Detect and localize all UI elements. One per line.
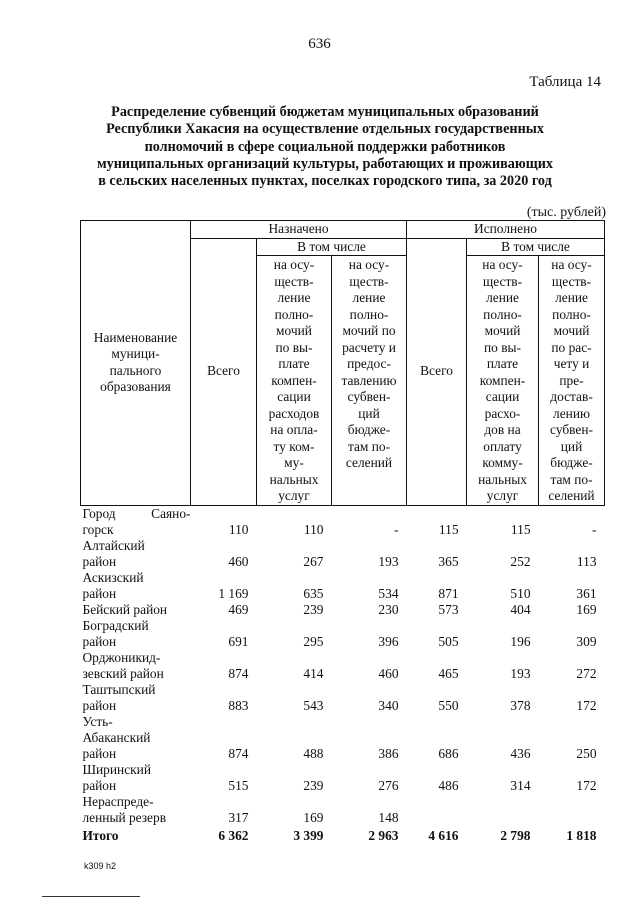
table-label: Таблица 14 <box>529 74 601 90</box>
header-line: нальных <box>269 471 319 487</box>
header-line: селений <box>345 455 393 470</box>
value-cell: 510 <box>510 585 531 601</box>
value-cell: 169 <box>303 809 324 825</box>
document-title <box>70 104 580 190</box>
value-cell: 276 <box>378 777 399 793</box>
header-line: там по- <box>550 471 593 487</box>
header-line: ление <box>352 290 386 305</box>
value-cell: 317 <box>228 809 249 825</box>
value-cell: 295 <box>303 633 324 649</box>
table-row <box>81 794 605 826</box>
header-line: расчету и <box>342 339 396 355</box>
value-cell: 193 <box>510 665 531 681</box>
header-line: ление <box>277 290 311 305</box>
header-line: бюдже- <box>550 455 593 470</box>
header-line: полно- <box>552 306 591 322</box>
assigned-utilities-header <box>257 256 332 506</box>
municipality-name-line: Орджоникид- <box>82 649 161 665</box>
value-cell: 469 <box>228 601 249 617</box>
title-line: муниципальных организаций культуры, работающих и проживающих <box>96 155 553 172</box>
value-cell <box>539 794 605 826</box>
header-line: бюдже- <box>347 422 391 437</box>
total-value-cell: 2 798 <box>500 827 531 843</box>
value-cell: 871 <box>438 585 459 601</box>
municipality-name-line: Бейский район <box>82 601 168 617</box>
header-line: услуг <box>486 488 519 503</box>
table-row <box>81 570 605 602</box>
municipality-name <box>81 794 191 826</box>
header-line: Наименование <box>93 329 178 345</box>
municipality-name <box>81 650 191 682</box>
value-cell: 340 <box>378 697 399 713</box>
header-line: сации <box>485 389 520 404</box>
value-cell: 486 <box>438 777 459 793</box>
value-cell: 515 <box>228 777 249 793</box>
header-line: компен- <box>271 372 317 388</box>
municipality-name-line: Абаканский <box>82 729 151 745</box>
table-row <box>81 602 605 618</box>
value-cell: 573 <box>438 601 459 617</box>
header-line: мочий по <box>342 323 396 338</box>
header-line: плате <box>486 356 519 371</box>
value-cell: 365 <box>438 553 459 569</box>
value-cell: 1 169 <box>218 585 249 601</box>
header-line: мочий <box>276 323 312 338</box>
header-line: оплату <box>483 438 522 454</box>
municipality-name-line: район <box>82 777 117 793</box>
value-cell: 110 <box>303 521 324 537</box>
header-line: достав- <box>550 389 593 404</box>
header-line: дов на <box>484 422 521 437</box>
word: Саяно- <box>151 505 191 521</box>
municipality-name <box>81 538 191 570</box>
value-cell: 691 <box>228 633 249 649</box>
value-cell: 172 <box>576 697 597 713</box>
header-line: полно- <box>349 306 389 322</box>
value-cell: 272 <box>576 665 597 681</box>
value-cell: 267 <box>303 553 324 569</box>
header-line: селений <box>548 488 595 503</box>
municipality-name-line: Алтайский <box>82 537 145 553</box>
municipality-name-line <box>83 506 191 522</box>
value-cell <box>407 794 467 826</box>
total-value-cell: 4 616 <box>428 827 459 843</box>
table-row <box>81 762 605 794</box>
value-cell: 230 <box>378 601 399 617</box>
municipality-name <box>81 762 191 794</box>
municipality-name-line: район <box>82 553 117 569</box>
value-cell: 239 <box>303 777 324 793</box>
municipality-name <box>81 602 191 618</box>
value-cell: 686 <box>438 745 459 761</box>
value-cell: 239 <box>303 601 324 617</box>
executed-total-header: Всего <box>407 238 467 505</box>
assigned-header: Назначено <box>191 221 407 239</box>
value-cell: 414 <box>303 665 324 681</box>
header-line: ление <box>555 290 588 305</box>
header-line: ществ- <box>551 273 592 289</box>
municipality-name-line: ленный резерв <box>82 809 167 825</box>
header-line: услуг <box>278 488 310 503</box>
value-cell: 250 <box>576 745 597 761</box>
value-cell: 465 <box>438 665 459 681</box>
table-row <box>81 650 605 682</box>
table-row <box>81 538 605 570</box>
header-line: ществ- <box>482 273 523 289</box>
header-line: расхо- <box>484 405 521 421</box>
header-line: нальных <box>478 471 527 487</box>
footer-code: k309 h2 <box>84 861 117 871</box>
header-line: плате <box>278 356 310 371</box>
value-cell: 404 <box>510 601 531 617</box>
header-line: расходов <box>268 405 320 421</box>
value-cell: 534 <box>378 585 399 601</box>
municipality-name <box>81 714 191 762</box>
header-line: на осу- <box>551 257 592 272</box>
value-cell: - <box>394 521 399 537</box>
value-cell: 378 <box>510 697 531 713</box>
municipality-name <box>81 570 191 602</box>
total-value-cell: 6 362 <box>218 827 249 843</box>
header-line: чету и <box>553 356 590 371</box>
header-line: там по- <box>347 438 391 454</box>
municipality-name <box>81 682 191 714</box>
executed-including-header: В том числе <box>467 238 605 256</box>
assigned-including-header: В том числе <box>257 238 407 256</box>
total-value-cell: 2 963 <box>368 827 399 843</box>
subvention-table <box>80 220 605 844</box>
units-label: (тыс. рублей) <box>526 205 606 220</box>
header-line: на осу- <box>348 257 390 272</box>
header-line: компен- <box>479 372 526 388</box>
value-cell: 148 <box>378 809 399 825</box>
title-line: полномочий в сфере социальной поддержки работников <box>144 138 506 155</box>
value-cell: 635 <box>303 585 324 601</box>
header-line: по вы- <box>484 339 522 355</box>
municipality-name-line: Ширинский <box>82 761 151 777</box>
header-line: мочий <box>553 323 590 338</box>
name-column-header <box>81 221 191 506</box>
value-cell: 110 <box>228 521 249 537</box>
municipality-name-line: Таштыпский <box>82 681 156 697</box>
value-cell: 314 <box>510 777 531 793</box>
header-line: ций <box>560 438 583 454</box>
value-cell: 193 <box>378 553 399 569</box>
header-line: тавлению <box>341 372 397 388</box>
municipality-name-line: Боградский <box>82 617 149 633</box>
value-cell: - <box>592 521 597 537</box>
value-cell: 172 <box>576 777 597 793</box>
header-line: на опла- <box>270 422 318 437</box>
value-cell: 396 <box>378 633 399 649</box>
header-line: субвен- <box>550 422 593 437</box>
header-line: муници- <box>111 346 160 362</box>
municipality-name-line: горск <box>82 521 114 537</box>
header-line: комму- <box>482 455 523 470</box>
header-line: по рас- <box>551 339 592 355</box>
value-cell: 252 <box>510 553 531 569</box>
header-line: пре- <box>559 372 584 388</box>
header-line: ление <box>486 290 519 305</box>
value-cell: 361 <box>576 585 597 601</box>
value-cell: 883 <box>228 697 249 713</box>
header-line: на осу- <box>273 257 315 272</box>
header-line: ций <box>358 405 380 421</box>
footer-rule <box>42 896 140 897</box>
municipality-name <box>81 505 191 538</box>
value-cell: 196 <box>510 633 531 649</box>
municipality-name-line: район <box>82 697 117 713</box>
page-number: 636 <box>308 36 331 52</box>
municipality-name-line: Аскизский <box>82 569 144 585</box>
word: Город <box>82 505 116 521</box>
header-line: субвен- <box>347 389 391 404</box>
header-line: ту ком- <box>273 438 315 454</box>
executed-subvention-header <box>539 256 605 506</box>
header-line: сации <box>277 389 311 404</box>
value-cell: 115 <box>438 521 459 537</box>
header-line: полно- <box>483 306 522 322</box>
header-line: по вы- <box>275 339 313 355</box>
table-row <box>81 618 605 650</box>
value-cell: 169 <box>576 601 597 617</box>
value-cell: 436 <box>510 745 531 761</box>
total-value-cell: 3 399 <box>293 827 324 843</box>
header-line: му- <box>284 455 304 470</box>
value-cell: 505 <box>438 633 459 649</box>
municipality-name-line: Усть- <box>82 713 113 729</box>
value-cell: 113 <box>576 553 597 569</box>
value-cell: 874 <box>228 745 249 761</box>
assigned-subvention-header <box>332 256 407 506</box>
municipality-name-line: Нераспреде- <box>82 793 154 809</box>
municipality-name <box>81 618 191 650</box>
municipality-name-line: район <box>82 633 117 649</box>
value-cell <box>467 794 539 826</box>
value-cell: 115 <box>510 521 531 537</box>
value-cell: 460 <box>378 665 399 681</box>
title-line: Распределение субвенций бюджетам муниципальных образований <box>111 104 539 120</box>
title-line: Республики Хакасия на осуществление отдельных государственных <box>106 121 544 138</box>
table-row <box>81 505 605 538</box>
header-line: образования <box>100 379 171 395</box>
value-cell: 386 <box>378 745 399 761</box>
value-cell: 543 <box>303 697 324 713</box>
value-cell: 488 <box>303 745 324 761</box>
executed-utilities-header <box>467 256 539 506</box>
value-cell: 874 <box>228 665 249 681</box>
header-line: ществ- <box>349 273 389 289</box>
executed-header: Исполнено <box>407 221 605 239</box>
table-row <box>81 714 605 762</box>
value-cell: 550 <box>438 697 459 713</box>
municipality-name-line: район <box>82 585 117 601</box>
municipality-name-line: район <box>82 745 117 761</box>
value-cell: 309 <box>576 633 597 649</box>
table-row <box>81 682 605 714</box>
assigned-total-header: Всего <box>191 238 257 505</box>
header-line: на осу- <box>482 257 523 272</box>
header-line: полно- <box>274 306 314 322</box>
total-row <box>81 826 605 844</box>
header-line: ществ- <box>274 273 314 289</box>
header-line: пального <box>109 362 162 378</box>
total-label: Итого <box>82 827 119 843</box>
header-line: предос- <box>347 356 391 371</box>
total-value-cell: 1 818 <box>566 827 597 843</box>
municipality-name-line: зевский район <box>82 665 164 681</box>
value-cell: 460 <box>228 553 249 569</box>
title-line: в сельских населенных пунктах, поселках городского типа, за 2020 год <box>98 173 552 190</box>
header-line: лению <box>553 405 590 421</box>
header-line: мочий <box>484 323 521 338</box>
